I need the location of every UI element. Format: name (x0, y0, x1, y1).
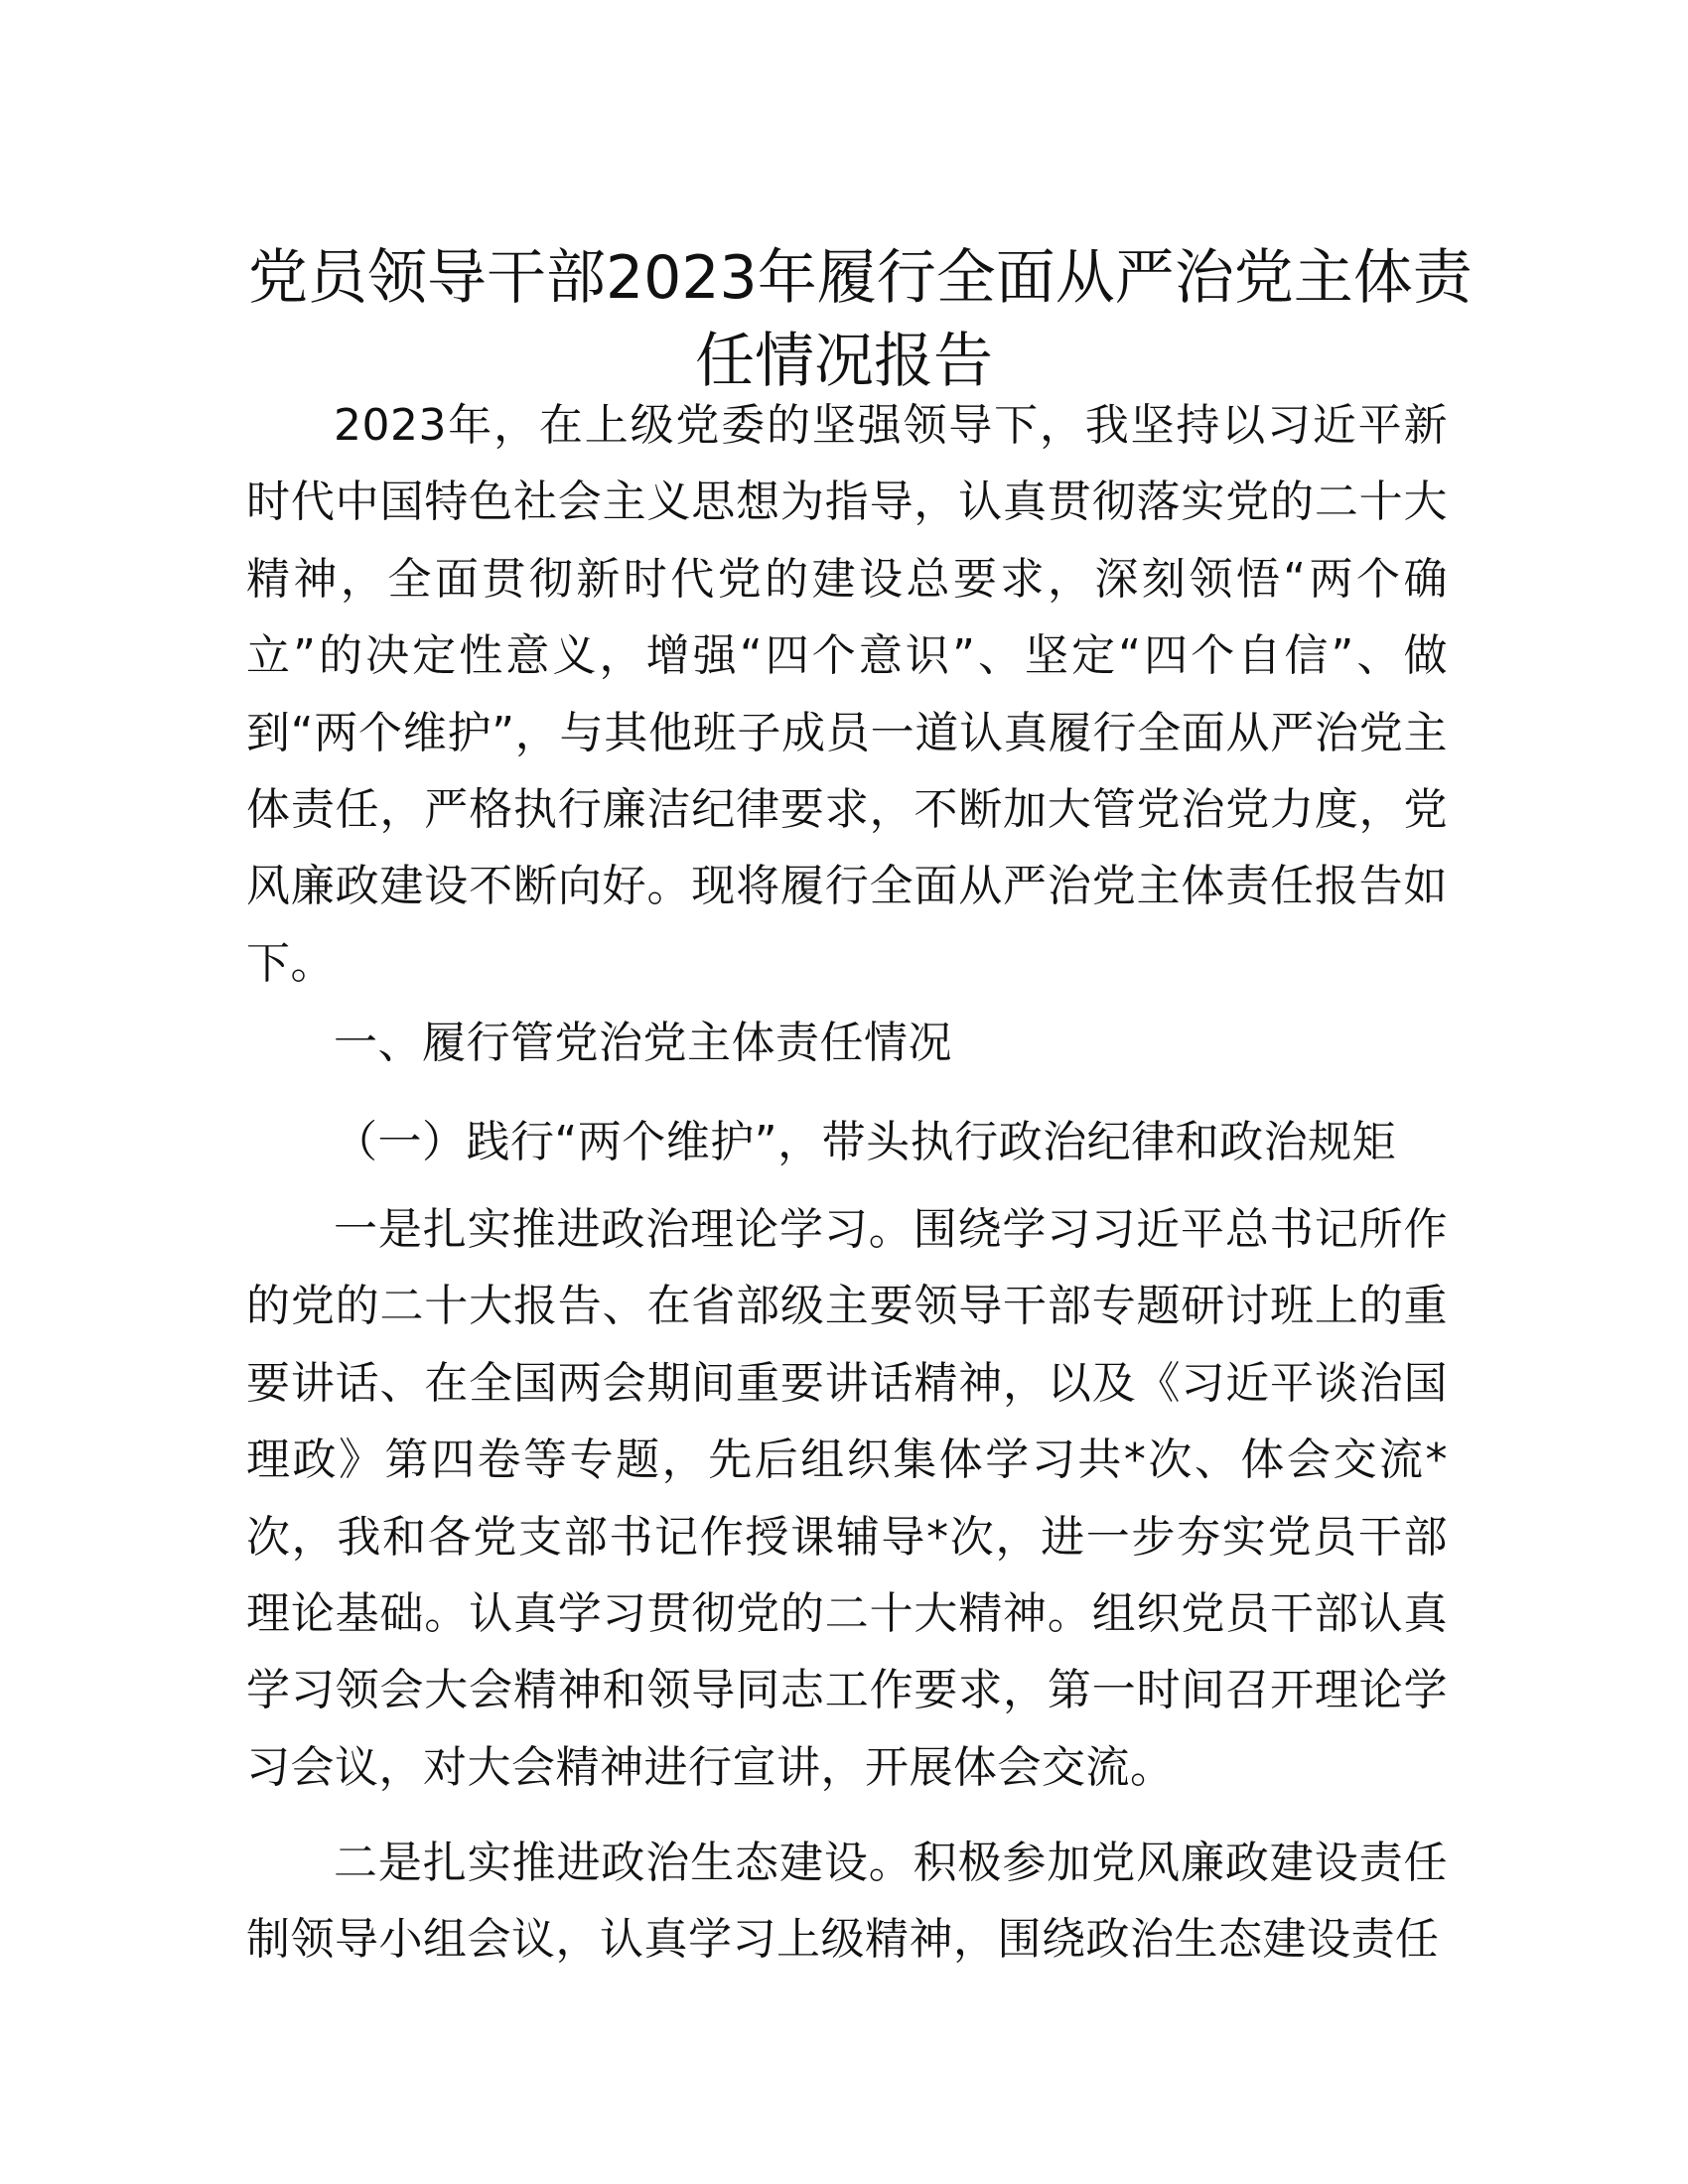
title-line-1: 党员领导干部2023年履行全面从严治党主体责 (248, 243, 1473, 314)
title-line-2: 任情况报告 (695, 327, 993, 397)
subsection-heading: （一）践行“两个维护”，带头执行政治纪律和政治规矩 (334, 1117, 1397, 1167)
body-paragraph-1: 一是扎实推进政治理论学习。围绕学习习近平总书记所作的党的二十大报告、在省部级主要领导干部专题研讨班上的重要讲话、在全国两会期间重要讲话精神，以及《习近平谈治国理政》第四卷等专题，先后组织集体学习共*次、体会交流*次，我和各党支部书记作授课辅导*次，进一步夯实党员干部理论基础。认真学习贯彻党的二十大精神。组织党员干部认真学习领会大会精神和领导同志工作要求，第一时间召开理论学习会议，对大会精神进行宣讲，开展体会交流。 (246, 1204, 1448, 1793)
document-title (248, 236, 1473, 403)
section-heading: 一、履行管党治党主体责任情况 (334, 1018, 952, 1068)
intro-paragraph: 2023年，在上级党委的坚强领导下，我坚持以习近平新时代中国特色社会主义思想为指导，认真贯彻落实党的二十大精神，全面贯彻新时代党的建设总要求，深刻领悟“两个确立”的决定性意义，增强“四个意识”、坚定“四个自信”、做到“两个维护”，与其他班子成员一道认真履行全面从严治党主体责任，严格执行廉洁纪律要求，不断加大管党治党力度，党风廉政建设不断向好。现将履行全面从严治党主体责任报告如下。 (246, 400, 1448, 989)
body-paragraph-2: 二是扎实推进政治生态建设。积极参加党风廉政建设责任制领导小组会议，认真学习上级精神，围绕政治生态建设责任 (246, 1838, 1448, 1966)
